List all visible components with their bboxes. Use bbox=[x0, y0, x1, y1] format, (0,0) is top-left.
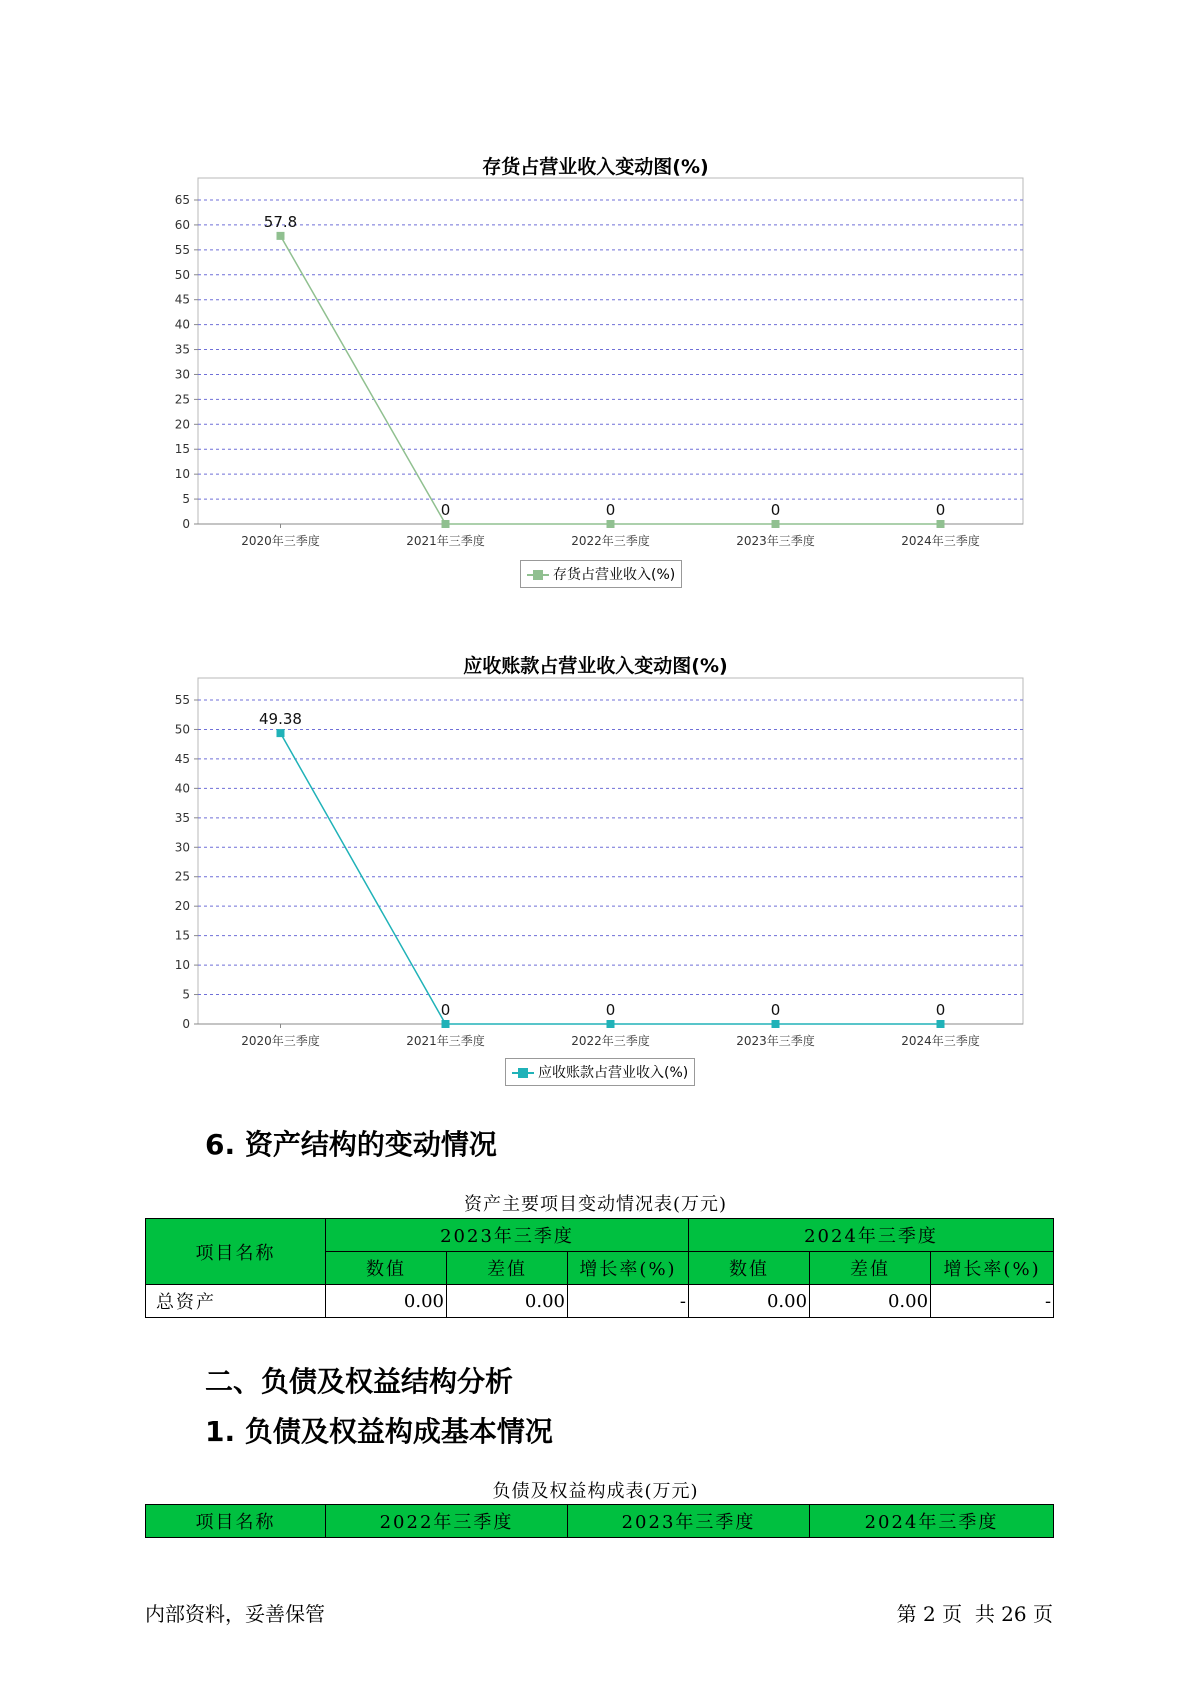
plot-area bbox=[198, 678, 1023, 1024]
y-tick-label: 15 bbox=[174, 928, 190, 943]
table-row bbox=[146, 1285, 1054, 1318]
data-point bbox=[277, 729, 285, 737]
cell-growth-2023: - bbox=[568, 1285, 689, 1318]
data-label: 0 bbox=[935, 1001, 946, 1019]
data-label: 49.38 bbox=[259, 710, 302, 729]
cell-value-2023: 0.00 bbox=[326, 1285, 447, 1318]
x-tick-label: 2022年三季度 bbox=[571, 1034, 650, 1048]
chart2-title: 应收账款占营业收入变动图(%) bbox=[463, 655, 728, 677]
header-period-2024: 2024年三季度 bbox=[810, 1505, 1054, 1538]
y-tick-label: 45 bbox=[174, 751, 190, 766]
data-label: 0 bbox=[605, 501, 616, 519]
y-tick-label: 10 bbox=[174, 467, 190, 482]
y-tick-label: 30 bbox=[174, 840, 190, 855]
x-tick-label: 2021年三季度 bbox=[406, 534, 485, 548]
y-tick-label: 55 bbox=[174, 693, 190, 707]
y-tick-label: 55 bbox=[174, 242, 190, 257]
cell-diff-2024: 0.00 bbox=[810, 1285, 931, 1318]
data-point bbox=[607, 1020, 615, 1028]
row-name: 总资产 bbox=[146, 1285, 326, 1318]
y-tick-label: 5 bbox=[182, 987, 190, 1002]
x-tick-label: 2023年三季度 bbox=[736, 1034, 815, 1048]
chart2-legend-label: 应收账款占营业收入(%) bbox=[538, 1065, 689, 1081]
part2-heading: 二、负债及权益结构分析 bbox=[205, 1365, 514, 1398]
header-item-name: 项目名称 bbox=[146, 1505, 326, 1538]
part2-table-caption: 负债及权益构成表(万元) bbox=[492, 1481, 699, 1502]
data-label: 0 bbox=[935, 501, 946, 519]
data-label: 0 bbox=[440, 501, 451, 519]
x-tick-label: 2021年三季度 bbox=[406, 1034, 485, 1048]
liability-equity-table bbox=[145, 1504, 1054, 1538]
y-tick-label: 60 bbox=[174, 217, 190, 232]
y-tick-label: 35 bbox=[174, 342, 190, 357]
header-growth-2024: 增长率(%) bbox=[931, 1252, 1054, 1285]
footer-page-number: 第 2 页 共 26 页 bbox=[896, 1602, 1053, 1626]
data-point bbox=[442, 1020, 450, 1028]
y-tick-label: 45 bbox=[174, 292, 190, 307]
data-label: 0 bbox=[440, 1001, 451, 1019]
x-tick-label: 2020年三季度 bbox=[241, 534, 320, 548]
data-point bbox=[937, 1020, 945, 1028]
x-tick-label: 2022年三季度 bbox=[571, 534, 650, 548]
section6-table-caption: 资产主要项目变动情况表(万元) bbox=[463, 1194, 728, 1215]
header-period-2024: 2024年三季度 bbox=[689, 1219, 1054, 1252]
header-diff-2024: 差值 bbox=[810, 1252, 931, 1285]
x-tick-label: 2024年三季度 bbox=[901, 534, 980, 548]
chart2-legend bbox=[505, 1058, 695, 1086]
header-period-2022: 2022年三季度 bbox=[326, 1505, 568, 1538]
y-tick-label: 30 bbox=[174, 367, 190, 382]
y-tick-label: 40 bbox=[174, 781, 190, 796]
y-tick-label: 20 bbox=[174, 417, 190, 432]
y-tick-label: 5 bbox=[182, 492, 190, 507]
data-label: 0 bbox=[770, 1001, 781, 1019]
header-diff-2023: 差值 bbox=[447, 1252, 568, 1285]
header-period-2023: 2023年三季度 bbox=[326, 1219, 689, 1252]
y-tick-label: 0 bbox=[182, 517, 190, 531]
chart1-title: 存货占营业收入变动图(%) bbox=[482, 156, 709, 178]
y-tick-label: 50 bbox=[174, 722, 190, 737]
y-tick-label: 25 bbox=[174, 869, 190, 884]
header-value-2024: 数值 bbox=[689, 1252, 810, 1285]
y-tick-label: 35 bbox=[174, 810, 190, 825]
header-value-2023: 数值 bbox=[326, 1252, 447, 1285]
cell-diff-2023: 0.00 bbox=[447, 1285, 568, 1318]
y-tick-label: 20 bbox=[174, 899, 190, 914]
data-point bbox=[772, 1020, 780, 1028]
y-tick-label: 40 bbox=[174, 317, 190, 332]
header-growth-2023: 增长率(%) bbox=[568, 1252, 689, 1285]
y-tick-label: 25 bbox=[174, 392, 190, 407]
y-tick-label: 65 bbox=[174, 193, 190, 207]
cell-growth-2024: - bbox=[931, 1285, 1054, 1318]
x-tick-label: 2024年三季度 bbox=[901, 1034, 980, 1048]
footer-confidential-note: 内部资料，妥善保管 bbox=[145, 1602, 325, 1626]
y-tick-label: 10 bbox=[174, 958, 190, 973]
asset-change-table bbox=[145, 1218, 1054, 1318]
x-tick-label: 2023年三季度 bbox=[736, 534, 815, 548]
x-tick-label: 2020年三季度 bbox=[241, 1034, 320, 1048]
data-label: 57.8 bbox=[263, 212, 298, 231]
header-item-name: 项目名称 bbox=[146, 1219, 326, 1285]
header-period-2023: 2023年三季度 bbox=[568, 1505, 810, 1538]
data-label: 0 bbox=[605, 1001, 616, 1019]
y-tick-label: 0 bbox=[182, 1017, 190, 1031]
cell-value-2024: 0.00 bbox=[689, 1285, 810, 1318]
section6-heading: 6. 资产结构的变动情况 bbox=[205, 1128, 497, 1161]
chart1-legend-label: 存货占营业收入(%) bbox=[553, 567, 676, 583]
y-tick-label: 15 bbox=[174, 442, 190, 457]
part2-subheading: 1. 负债及权益构成基本情况 bbox=[205, 1415, 553, 1448]
data-label: 0 bbox=[770, 501, 781, 519]
y-tick-label: 50 bbox=[174, 267, 190, 282]
